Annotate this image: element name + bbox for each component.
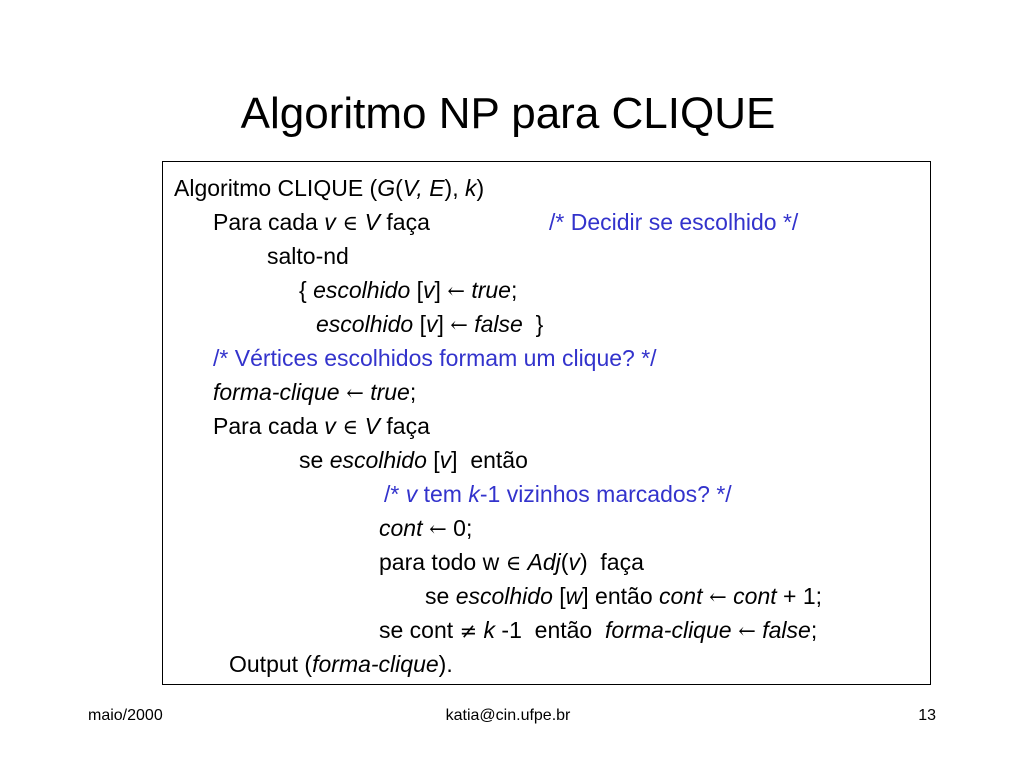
code-text: ]: [434, 277, 448, 303]
element-of-symbol: ∈: [505, 551, 522, 575]
code-text: {: [299, 277, 314, 303]
code-var-g: G: [377, 175, 396, 201]
code-text: (: [560, 549, 569, 575]
code-var-escolhido: escolhido: [316, 311, 414, 337]
code-text: 0;: [446, 515, 473, 541]
code-line-9: [299, 445, 528, 475]
code-var-v: v: [425, 311, 438, 337]
element-of-symbol: ∈: [335, 211, 365, 235]
code-value-true: true: [370, 379, 410, 405]
code-var-v: v: [423, 277, 435, 303]
code-line-12: [379, 547, 644, 578]
code-var-forma-clique: forma-clique: [605, 617, 732, 643]
code-var-v: v: [568, 549, 580, 575]
code-var-k: k: [483, 617, 496, 643]
code-var-v: v: [439, 447, 452, 473]
element-of-symbol: ∈: [335, 415, 365, 439]
code-var-forma-clique: forma-clique: [312, 651, 439, 677]
code-var-k: k: [465, 175, 477, 201]
footer-date: maio/2000: [88, 707, 163, 724]
code-text: se: [299, 447, 330, 473]
code-line-11: [379, 513, 472, 544]
footer-email: katia@cin.ufpe.br: [445, 707, 571, 724]
code-var-k: k: [468, 481, 480, 507]
code-text: + 1;: [776, 583, 823, 609]
code-value-false: false: [762, 617, 811, 643]
code-comment-decide: /* Decidir se escolhido */: [549, 209, 799, 235]
code-var-cont: cont: [659, 583, 703, 609]
code-text: /*: [384, 481, 406, 507]
code-var-escolhido: escolhido: [455, 583, 553, 609]
code-text: -1 vizinhos marcados? */: [479, 481, 732, 507]
code-text: ): [476, 175, 485, 201]
code-text: Output (: [229, 651, 313, 677]
code-value-false: false: [474, 311, 523, 337]
assign-arrow: ←: [447, 279, 465, 303]
code-var-escolhido: escolhido: [313, 277, 411, 303]
code-text: Para cada: [213, 209, 325, 235]
code-text: faça: [380, 209, 430, 235]
code-line-1: [174, 173, 484, 203]
code-text: para todo w: [379, 549, 506, 575]
code-text: Para cada: [213, 413, 325, 439]
code-text: ;: [510, 277, 518, 303]
code-line-3: salto-nd: [267, 243, 349, 269]
code-var-v: v: [324, 413, 336, 439]
code-line-7: [213, 377, 416, 408]
code-var-cont: cont: [379, 515, 423, 541]
code-text: }: [522, 311, 544, 337]
not-equal-symbol: ≠: [459, 619, 478, 643]
code-text: ] então: [582, 583, 660, 609]
assign-arrow: ←: [731, 619, 756, 643]
code-var-v: v: [324, 209, 336, 235]
code-text: tem: [417, 481, 469, 507]
code-var-ve: V, E: [402, 175, 445, 201]
code-text: [: [413, 311, 426, 337]
code-text: ),: [444, 175, 465, 201]
code-text: se: [425, 583, 456, 609]
code-var-w: w: [565, 583, 583, 609]
code-var-cont: cont: [733, 583, 777, 609]
code-text: se cont: [379, 617, 460, 643]
code-var-v: v: [405, 481, 418, 507]
footer-page-number: 13: [918, 707, 936, 724]
code-text: [: [552, 583, 566, 609]
code-var-vset: V: [364, 209, 380, 235]
assign-arrow: ←: [422, 517, 447, 541]
code-var-vset: V: [364, 413, 380, 439]
slide-title: Algoritmo NP para CLIQUE: [240, 89, 776, 138]
code-text: ] então: [451, 447, 528, 473]
code-var-escolhido: escolhido: [329, 447, 427, 473]
code-line-15: [229, 649, 453, 679]
code-line-2: [213, 207, 430, 238]
code-comment-neighbors: [384, 479, 732, 509]
code-line-5: [316, 309, 543, 340]
code-comment-clique: /* Vértices escolhidos formam um clique? */: [213, 345, 657, 371]
code-text: -1 então: [495, 617, 606, 643]
code-text: faça: [380, 413, 430, 439]
code-text: (: [395, 175, 403, 201]
code-line-4: [299, 275, 517, 306]
assign-arrow: ←: [339, 381, 364, 405]
code-var-adj: Adj: [527, 549, 561, 575]
code-text: ).: [438, 651, 453, 677]
code-var-forma-clique: forma-clique: [213, 379, 340, 405]
assign-arrow: ←: [450, 313, 468, 337]
code-text: ;: [409, 379, 417, 405]
algorithm-box: [162, 161, 931, 685]
code-line-14: [379, 615, 817, 646]
code-text: ]: [437, 311, 451, 337]
code-text: [: [426, 447, 440, 473]
code-line-8: [213, 411, 430, 442]
code-value-true: true: [471, 277, 511, 303]
code-text: ) faça: [579, 549, 644, 575]
assign-arrow: ←: [702, 585, 727, 609]
code-text: ;: [810, 617, 818, 643]
code-text: [: [410, 277, 424, 303]
code-text: Algoritmo CLIQUE (: [174, 175, 378, 201]
code-line-13: [425, 581, 822, 612]
